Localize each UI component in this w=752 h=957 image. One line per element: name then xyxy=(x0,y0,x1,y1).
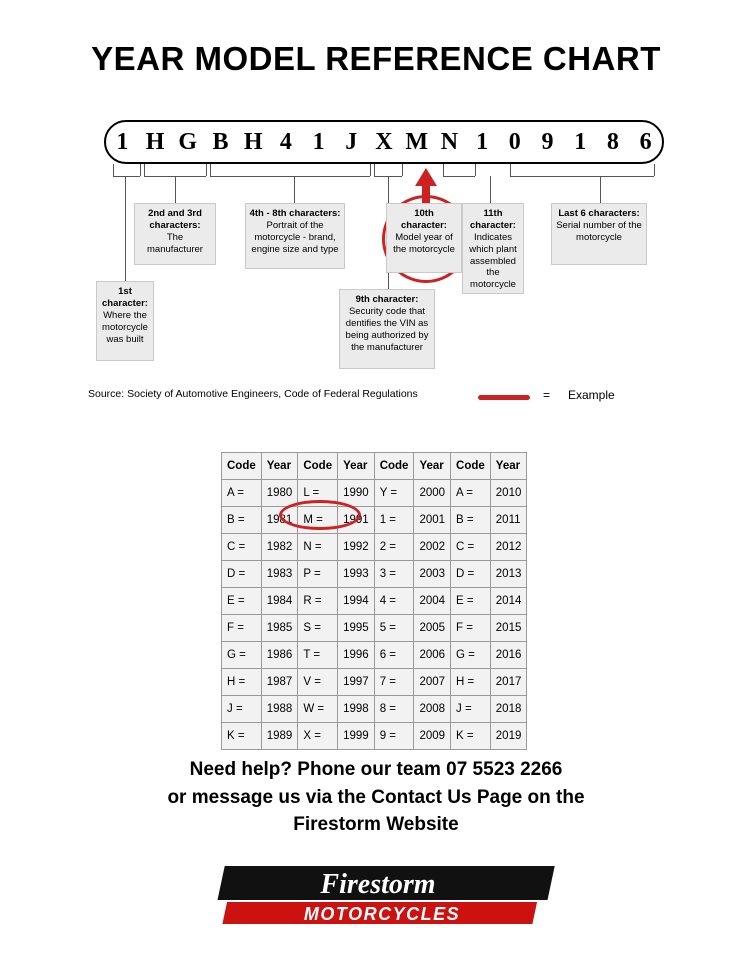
vin-char: 4 xyxy=(279,128,292,155)
note-heading: 9th character: xyxy=(355,294,419,305)
note-body: Model year of the motorcycle xyxy=(393,231,455,255)
table-cell: Y = xyxy=(374,480,414,507)
table-cell: G = xyxy=(451,642,491,669)
table-cell: 2016 xyxy=(490,642,527,669)
note-heading: 10th character: xyxy=(401,208,447,231)
table-cell: T = xyxy=(298,642,338,669)
vin-char: 9 xyxy=(541,128,554,155)
table-cell-highlighted-year: 1991 xyxy=(338,507,375,534)
note-body: Portrait of the motorcycle - brand, engine size and type xyxy=(251,219,339,255)
firestorm-motorcycles-logo xyxy=(196,860,556,932)
table-cell: H = xyxy=(222,669,262,696)
table-header-cell: Year xyxy=(414,453,451,480)
table-header-cell: Year xyxy=(490,453,527,480)
table-cell: H = xyxy=(451,669,491,696)
connector-line xyxy=(113,164,114,176)
table-cell: 9 = xyxy=(374,723,414,750)
connector-line xyxy=(402,164,403,176)
table-cell: 2000 xyxy=(414,480,451,507)
vin-char: 1 xyxy=(574,128,587,155)
table-cell: 2006 xyxy=(414,642,451,669)
table-cell: J = xyxy=(451,696,491,723)
vin-char: 1 xyxy=(116,128,129,155)
table-row xyxy=(222,723,527,750)
table-cell: 2018 xyxy=(490,696,527,723)
table-row xyxy=(222,642,527,669)
table-cell: 1982 xyxy=(261,534,298,561)
table-cell: 1983 xyxy=(261,561,298,588)
vin-char-model-year: M xyxy=(405,128,428,155)
table-cell: 6 = xyxy=(374,642,414,669)
table-cell: 2008 xyxy=(414,696,451,723)
table-cell: X = xyxy=(298,723,338,750)
table-cell: 1 = xyxy=(374,507,414,534)
connector-line xyxy=(206,164,207,176)
table-cell: 1990 xyxy=(338,480,375,507)
table-cell: 2009 xyxy=(414,723,451,750)
table-cell: 1996 xyxy=(338,642,375,669)
table-cell: K = xyxy=(451,723,491,750)
connector-line xyxy=(113,176,140,177)
connector-line xyxy=(443,164,444,176)
footer-contact-text xyxy=(0,756,752,839)
table-cell: 2012 xyxy=(490,534,527,561)
table-row xyxy=(222,669,527,696)
table-cell: N = xyxy=(298,534,338,561)
table-cell: P = xyxy=(298,561,338,588)
connector-line xyxy=(125,176,126,281)
table-row xyxy=(222,588,527,615)
table-cell: S = xyxy=(298,615,338,642)
connector-line xyxy=(600,176,601,203)
table-cell: V = xyxy=(298,669,338,696)
table-row xyxy=(222,561,527,588)
connector-line xyxy=(654,164,655,176)
table-row xyxy=(222,480,527,507)
table-cell: 1981 xyxy=(261,507,298,534)
note-body: Security code that dentifies the VIN as being authorized by the manufacturer xyxy=(345,305,429,353)
note-last-six-characters xyxy=(551,203,647,265)
table-cell: 2007 xyxy=(414,669,451,696)
connector-line xyxy=(175,176,176,203)
vin-char: 1 xyxy=(476,128,489,155)
table-header-cell: Year xyxy=(338,453,375,480)
table-cell: 2011 xyxy=(490,507,527,534)
note-heading: 1st character: xyxy=(102,286,148,309)
table-cell: 2 = xyxy=(374,534,414,561)
table-cell: 1986 xyxy=(261,642,298,669)
table-cell: B = xyxy=(451,507,491,534)
table-cell: 1980 xyxy=(261,480,298,507)
table-cell: G = xyxy=(222,642,262,669)
table-cell: 2010 xyxy=(490,480,527,507)
table-cell: A = xyxy=(451,480,491,507)
vin-char: J xyxy=(345,128,358,155)
table-cell: C = xyxy=(451,534,491,561)
vin-char: X xyxy=(375,128,393,155)
table-cell: 5 = xyxy=(374,615,414,642)
table-cell: 2002 xyxy=(414,534,451,561)
table-cell: A = xyxy=(222,480,262,507)
connector-line xyxy=(210,164,211,176)
table-cell: 1988 xyxy=(261,696,298,723)
table-cell: 1993 xyxy=(338,561,375,588)
connector-line xyxy=(210,176,370,177)
page-title: YEAR MODEL REFERENCE CHART xyxy=(91,40,661,77)
table-header-cell: Year xyxy=(261,453,298,480)
connector-line xyxy=(294,176,295,203)
logo-primary-text: Firestorm xyxy=(320,869,436,900)
note-body: Serial number of the motorcycle xyxy=(556,219,642,243)
table-cell: R = xyxy=(298,588,338,615)
table-cell: F = xyxy=(451,615,491,642)
year-code-table xyxy=(221,452,527,750)
table-header-cell: Code xyxy=(298,453,338,480)
note-body: Indicates which plant assembled the motorcycle xyxy=(469,231,517,291)
table-cell: 1992 xyxy=(338,534,375,561)
connector-line xyxy=(490,176,491,203)
table-cell: L = xyxy=(298,480,338,507)
note-fourth-eighth-characters xyxy=(245,203,345,269)
table-cell: 1995 xyxy=(338,615,375,642)
connector-line xyxy=(144,164,145,176)
note-heading: Last 6 characters: xyxy=(558,208,640,219)
table-cell: F = xyxy=(222,615,262,642)
vin-char: H xyxy=(145,128,165,155)
table-cell: 2015 xyxy=(490,615,527,642)
note-ninth-character xyxy=(339,289,435,369)
table-header-cell: Code xyxy=(374,453,414,480)
legend-equals: = xyxy=(543,388,551,402)
table-row xyxy=(222,507,527,534)
table-cell: B = xyxy=(222,507,262,534)
footer-line-1: Need help? Phone our team 07 5523 2266 xyxy=(189,759,563,780)
table-cell: 1984 xyxy=(261,588,298,615)
vin-char: 6 xyxy=(639,128,652,155)
note-body: The manufacturer xyxy=(147,231,203,255)
table-row xyxy=(222,696,527,723)
vin-char: B xyxy=(212,128,229,155)
table-row xyxy=(222,534,527,561)
connector-line xyxy=(510,164,511,176)
table-cell: 1994 xyxy=(338,588,375,615)
vin-char: 8 xyxy=(606,128,619,155)
table-cell: 2005 xyxy=(414,615,451,642)
table-cell: D = xyxy=(451,561,491,588)
note-heading: 2nd and 3rd characters: xyxy=(148,208,202,231)
note-heading: 11th character: xyxy=(470,208,516,231)
table-header-cell: Code xyxy=(222,453,262,480)
vin-char: 0 xyxy=(508,128,521,155)
table-cell: 2014 xyxy=(490,588,527,615)
footer-line-2: or message us via the Contact Us Page on the xyxy=(167,786,585,808)
table-cell: E = xyxy=(451,588,491,615)
vin-char: N xyxy=(440,128,459,155)
table-cell: D = xyxy=(222,561,262,588)
note-tenth-character xyxy=(386,203,462,273)
source-note: Source: Society of Automotive Engineers, Code of Federal Regulations xyxy=(88,388,418,400)
table-cell: 2019 xyxy=(490,723,527,750)
legend-label: Example xyxy=(568,388,615,402)
note-body: Where the motorcycle was built xyxy=(102,309,148,345)
footer-line-3: Firestorm Website xyxy=(293,814,459,836)
table-header-row xyxy=(222,453,527,480)
table-cell: J = xyxy=(222,696,262,723)
table-cell-highlighted-code: M = xyxy=(298,507,338,534)
table-row xyxy=(222,615,527,642)
table-cell: 4 = xyxy=(374,588,414,615)
logo-secondary-text: MOTORCYCLES xyxy=(303,904,461,924)
table-cell: 7 = xyxy=(374,669,414,696)
legend-example-dash-icon xyxy=(478,395,530,400)
table-header-cell: Code xyxy=(451,453,491,480)
table-cell: 1989 xyxy=(261,723,298,750)
table-cell: 2017 xyxy=(490,669,527,696)
vin-char: 1 xyxy=(312,128,325,155)
table-cell: 2013 xyxy=(490,561,527,588)
vin-char: H xyxy=(243,128,263,155)
vin-char: G xyxy=(178,128,198,155)
table-cell: E = xyxy=(222,588,262,615)
table-cell: 2001 xyxy=(414,507,451,534)
table-cell: W = xyxy=(298,696,338,723)
table-cell: K = xyxy=(222,723,262,750)
vin-number-box xyxy=(104,120,664,164)
table-cell: 1985 xyxy=(261,615,298,642)
connector-line xyxy=(475,164,476,176)
table-cell: C = xyxy=(222,534,262,561)
connector-line xyxy=(510,176,654,177)
note-first-character xyxy=(96,281,154,361)
table-cell: 1987 xyxy=(261,669,298,696)
note-heading: 4th - 8th characters: xyxy=(249,208,341,219)
table-cell: 1998 xyxy=(338,696,375,723)
connector-line xyxy=(370,164,371,176)
table-cell: 2003 xyxy=(414,561,451,588)
connector-line xyxy=(443,176,475,177)
table-cell: 1997 xyxy=(338,669,375,696)
table-cell: 1999 xyxy=(338,723,375,750)
connector-line xyxy=(374,164,375,176)
table-cell: 3 = xyxy=(374,561,414,588)
table-cell: 8 = xyxy=(374,696,414,723)
note-second-third-characters xyxy=(134,203,216,265)
connector-line xyxy=(140,164,141,176)
note-eleventh-character xyxy=(462,203,524,294)
table-cell: 2004 xyxy=(414,588,451,615)
